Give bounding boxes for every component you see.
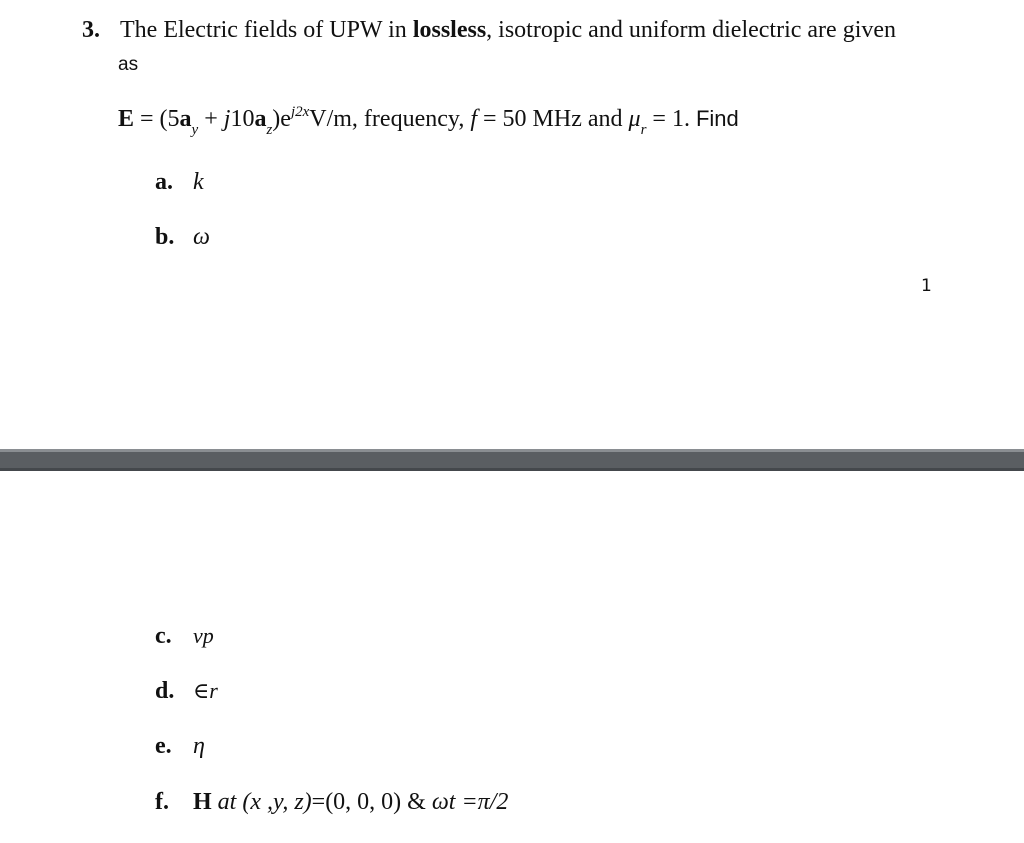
page-break-highlight	[0, 449, 1024, 452]
item-b-label: b.	[155, 224, 175, 250]
page-number: 1	[921, 276, 932, 296]
item-b-value: ω	[193, 224, 210, 250]
imaginary-j: j	[223, 106, 231, 132]
item-b	[155, 223, 210, 251]
eq-close: )e	[272, 106, 291, 132]
item-e	[155, 732, 205, 760]
exponent: j2x	[290, 104, 310, 120]
item-a-label: a.	[155, 169, 173, 195]
question-continuation	[118, 51, 138, 79]
question-continuation-text: as	[118, 54, 139, 75]
e-field-symbol: E	[118, 106, 135, 132]
item-f-omega-t: ωt	[431, 789, 456, 815]
question-text-before: The Electric fields of UPW in	[120, 17, 413, 43]
item-d-label: d.	[155, 678, 175, 704]
equation-line	[118, 105, 739, 136]
question-number: 3.	[82, 17, 100, 43]
item-f	[155, 788, 508, 816]
eq-units: V/m, frequency,	[309, 106, 471, 132]
item-e-label: e.	[155, 733, 172, 759]
question-text-after: , isotropic and uniform dielectric are given	[486, 17, 897, 43]
f-symbol: f	[470, 106, 477, 132]
coefficient-ten: 10	[230, 106, 255, 132]
eq-plus: +	[198, 106, 224, 132]
item-f-label: f.	[155, 789, 169, 815]
item-c-label: c.	[155, 623, 172, 649]
mu-symbol: μ	[628, 106, 641, 132]
item-a	[155, 168, 204, 196]
a-y-subscript: y	[191, 122, 199, 138]
mu-subscript: r	[640, 122, 647, 138]
item-d-value: ∈r	[193, 678, 218, 703]
eq-start: = (5	[134, 106, 180, 132]
unit-vector-a-y: a	[179, 106, 192, 132]
item-e-value: η	[193, 733, 205, 759]
item-c	[155, 622, 214, 650]
item-a-value: k	[193, 169, 204, 195]
freq-value: = 50 MHz and	[477, 106, 629, 132]
question-bold-word: lossless	[412, 17, 487, 43]
item-f-at: at (x ,y, z)	[211, 789, 312, 815]
page-break-divider	[0, 449, 1024, 471]
item-d	[155, 677, 218, 705]
item-f-h-symbol: H	[193, 789, 212, 815]
unit-vector-a-z: a	[254, 106, 267, 132]
item-f-coords: =(0, 0, 0) &	[311, 789, 432, 815]
question-line	[82, 16, 896, 44]
a-z-subscript: z	[266, 122, 273, 138]
mu-value: = 1.	[646, 106, 696, 132]
item-c-value: vp	[193, 623, 214, 648]
find-word: Find	[695, 106, 739, 131]
item-f-pi: =π/2	[455, 789, 509, 815]
page-break-shadow	[0, 468, 1024, 471]
